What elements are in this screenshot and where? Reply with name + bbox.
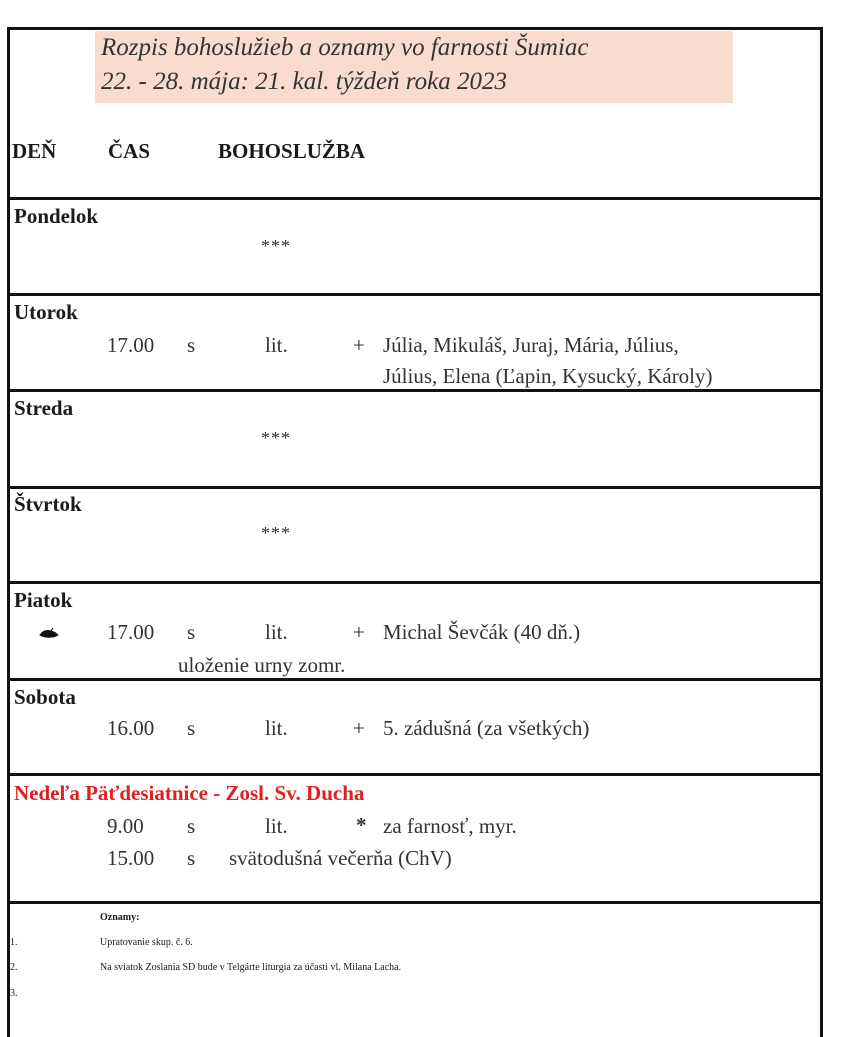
note-text: Na sviatok Zoslania SD bude v Telgárte liturgia za účasti vl. Milana Lacha. [100, 962, 402, 973]
service-lang: s [187, 716, 196, 740]
intention-text: Michal Ševčák (40 dň.) [383, 620, 581, 644]
service-lang: s [187, 620, 196, 644]
no-service-marker: *** [261, 428, 291, 448]
notes-heading: Oznamy: [100, 912, 140, 923]
title-line-1: Rozpis bohoslužieb a oznamy vo farnosti Šumiac [101, 34, 589, 61]
intention-symbol: + [353, 333, 365, 357]
note-text: Upratovanie skup. č. 6. [100, 937, 193, 948]
intention-symbol: + [353, 716, 365, 740]
service-time: 16.00 [107, 716, 155, 740]
service-time: 17.00 [107, 333, 155, 357]
day-piatok: Piatok [14, 588, 73, 612]
row-separator [7, 389, 823, 392]
schedule-frame [7, 27, 823, 1037]
row-separator [7, 901, 823, 904]
service-lang: s [187, 333, 196, 357]
header-time: ČAS [108, 139, 151, 163]
note-number: 1. [10, 937, 18, 948]
day-utorok: Utorok [14, 300, 78, 324]
day-sobota: Sobota [14, 685, 76, 709]
header-day: DEŇ [12, 139, 57, 163]
service-type: lit. [265, 716, 288, 740]
note-number: 2. [10, 962, 18, 973]
row-separator [7, 773, 823, 776]
fish-icon [38, 627, 60, 639]
service-text: svätodušná večerňa (ChV) [229, 846, 452, 870]
service-time: 9.00 [107, 814, 144, 838]
service-type: lit. [265, 333, 288, 357]
intention-symbol: + [353, 620, 365, 644]
intention-text: za farnosť, myr. [383, 814, 517, 838]
row-separator [7, 581, 823, 584]
no-service-marker: *** [261, 523, 291, 543]
service-type: lit. [265, 620, 288, 644]
row-separator [7, 197, 823, 200]
service-time: 17.00 [107, 620, 155, 644]
service-extra-note: uloženie urny zomr. [178, 653, 346, 677]
service-time: 15.00 [107, 846, 155, 870]
intention-symbol: * [356, 813, 367, 837]
row-separator [7, 678, 823, 681]
note-number: 3. [10, 988, 18, 999]
service-type: lit. [265, 814, 288, 838]
service-lang: s [187, 814, 196, 838]
day-stvrtok: Štvrtok [14, 492, 82, 516]
row-separator [7, 486, 823, 489]
day-pondelok: Pondelok [14, 204, 99, 228]
header-service: BOHOSLUŽBA [218, 139, 366, 163]
intention-line-2: Július, Elena (Ľapin, Kysucký, Károly) [383, 364, 713, 388]
service-lang: s [187, 846, 196, 870]
row-separator [7, 293, 823, 296]
day-nedela: Nedeľa Päťdesiatnice - Zosl. Sv. Ducha [14, 781, 365, 805]
day-streda: Streda [14, 396, 74, 420]
no-service-marker: *** [261, 236, 291, 256]
intention-text: 5. zádušná (za všetkých) [383, 716, 590, 740]
title-line-2: 22. - 28. mája: 21. kal. týždeň roka 2023 [101, 68, 507, 95]
intention-line-1: Júlia, Mikuláš, Juraj, Mária, Július, [383, 333, 679, 357]
